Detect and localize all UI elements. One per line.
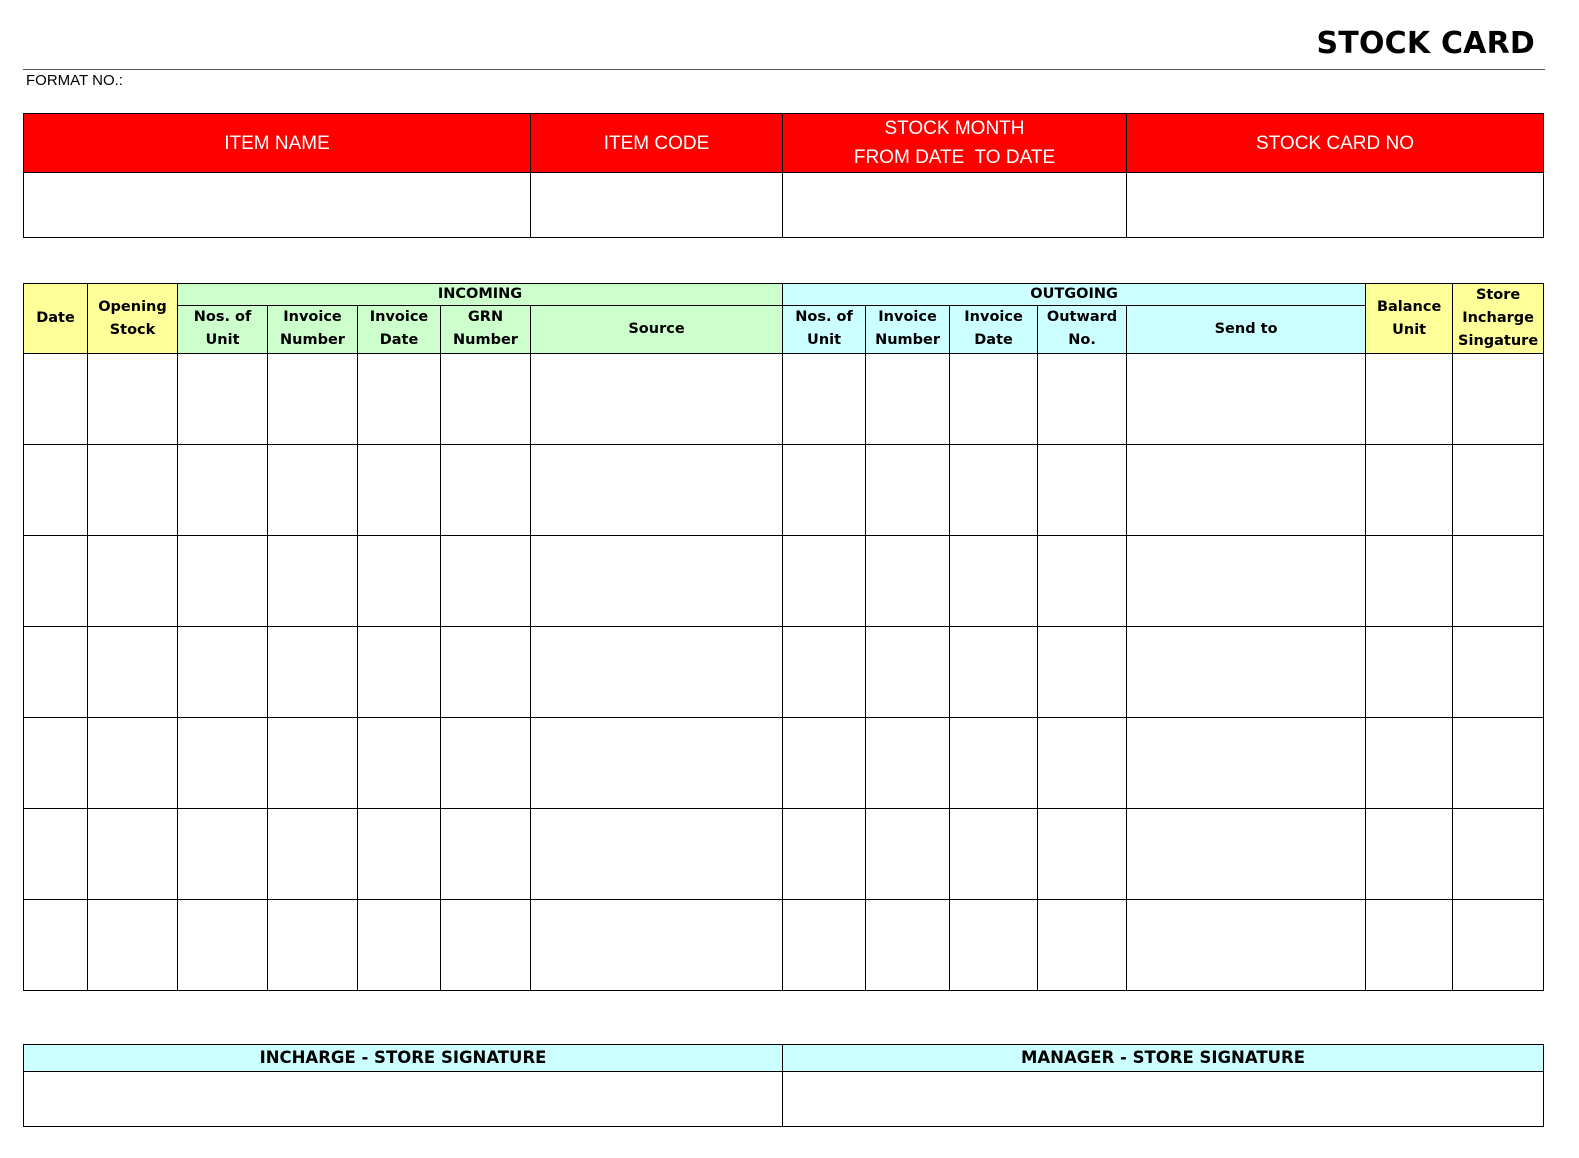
table-cell[interactable] [268, 354, 358, 445]
table-cell[interactable] [88, 900, 178, 991]
header-line: Unit [205, 332, 240, 349]
table-cell[interactable] [178, 445, 268, 536]
stock-table-body [24, 354, 1544, 991]
table-cell[interactable] [866, 445, 950, 536]
table-cell[interactable] [1127, 627, 1366, 718]
table-cell[interactable] [178, 809, 268, 900]
table-cell[interactable] [950, 354, 1038, 445]
table-row [24, 900, 1544, 991]
table-cell[interactable] [441, 627, 531, 718]
table-cell[interactable] [1127, 809, 1366, 900]
header-line: Number [280, 332, 345, 349]
stock-ledger-table [23, 283, 1544, 991]
manager-signature-header: MANAGER - STORE SIGNATURE [783, 1045, 1544, 1072]
balance-unit-header [1366, 284, 1453, 354]
table-cell[interactable] [1038, 445, 1127, 536]
table-cell[interactable] [950, 809, 1038, 900]
table-cell[interactable] [783, 900, 866, 991]
table-cell[interactable] [531, 627, 783, 718]
item-code-field[interactable] [531, 173, 783, 238]
table-cell[interactable] [1038, 718, 1127, 809]
balance-unit-line2: Unit [1392, 321, 1427, 338]
table-cell[interactable] [1038, 809, 1127, 900]
table-cell[interactable] [88, 627, 178, 718]
table-cell[interactable] [1453, 354, 1544, 445]
table-cell[interactable] [866, 354, 950, 445]
outgoing-group-header: OUTGOING [783, 284, 1366, 306]
table-cell[interactable] [88, 536, 178, 627]
table-cell[interactable] [268, 809, 358, 900]
date-header: Date [24, 284, 88, 354]
table-cell[interactable] [358, 627, 441, 718]
header-line: Invoice [283, 309, 342, 326]
table-cell[interactable] [268, 718, 358, 809]
table-cell[interactable] [24, 627, 88, 718]
item-name-field[interactable] [24, 173, 531, 238]
store-incharge-line1: Store [1475, 287, 1521, 303]
table-cell[interactable] [531, 809, 783, 900]
table-cell[interactable] [783, 718, 866, 809]
table-cell[interactable] [1038, 900, 1127, 991]
table-cell[interactable] [1453, 536, 1544, 627]
format-no-label: FORMAT NO.: [26, 72, 123, 89]
from-to-date-label: FROM DATE TO DATE [853, 147, 1056, 168]
header-line: Date [974, 332, 1013, 349]
table-cell[interactable] [178, 536, 268, 627]
table-cell[interactable] [358, 445, 441, 536]
table-cell[interactable] [268, 900, 358, 991]
signature-table [23, 1044, 1544, 1127]
table-cell[interactable] [531, 718, 783, 809]
table-cell[interactable] [441, 900, 531, 991]
table-cell[interactable] [866, 536, 950, 627]
stock-card-no-field[interactable] [1127, 173, 1544, 238]
table-cell[interactable] [358, 809, 441, 900]
header-line: Number [875, 332, 941, 349]
table-cell[interactable] [88, 718, 178, 809]
table-cell[interactable] [268, 445, 358, 536]
table-cell[interactable] [1366, 900, 1453, 991]
header-line: Number [453, 332, 518, 349]
table-cell[interactable] [1453, 627, 1544, 718]
header-line: Invoice [964, 309, 1023, 326]
table-cell[interactable] [358, 354, 441, 445]
table-cell[interactable] [783, 809, 866, 900]
outgoing-invoice-date-header [950, 305, 1038, 353]
table-cell[interactable] [866, 718, 950, 809]
table-cell[interactable] [24, 809, 88, 900]
table-cell[interactable] [950, 900, 1038, 991]
outgoing-send-to-header: Send to [1127, 305, 1366, 353]
table-row [24, 627, 1544, 718]
table-cell[interactable] [358, 718, 441, 809]
table-cell[interactable] [1366, 445, 1453, 536]
table-cell[interactable] [268, 536, 358, 627]
table-cell[interactable] [531, 354, 783, 445]
table-cell[interactable] [178, 354, 268, 445]
table-cell[interactable] [866, 627, 950, 718]
incoming-grn-number-header [441, 305, 531, 353]
manager-signature-field[interactable] [783, 1072, 1544, 1127]
store-incharge-line3: Singature [1458, 333, 1539, 349]
item-name-header: ITEM NAME [24, 114, 531, 173]
table-cell[interactable] [1366, 536, 1453, 627]
table-cell[interactable] [1453, 445, 1544, 536]
table-cell[interactable] [783, 354, 866, 445]
table-cell[interactable] [441, 536, 531, 627]
incharge-signature-header: INCHARGE - STORE SIGNATURE [24, 1045, 783, 1072]
stock-month-header [783, 114, 1127, 173]
header-line: GRN [467, 309, 504, 326]
table-cell[interactable] [783, 627, 866, 718]
incoming-nos-of-unit-header [178, 305, 268, 353]
incoming-group-header: INCOMING [178, 284, 783, 306]
table-cell[interactable] [268, 627, 358, 718]
balance-unit-line1: Balance [1376, 298, 1442, 315]
incoming-invoice-date-header [358, 305, 441, 353]
table-cell[interactable] [1127, 718, 1366, 809]
table-cell[interactable] [1453, 900, 1544, 991]
header-line: No. [1068, 332, 1096, 349]
header-line: Outward [1046, 309, 1118, 326]
table-cell[interactable] [1366, 718, 1453, 809]
table-cell[interactable] [178, 718, 268, 809]
incoming-source-header: Source [531, 305, 783, 353]
table-cell[interactable] [783, 536, 866, 627]
table-cell[interactable] [950, 627, 1038, 718]
table-cell[interactable] [1453, 809, 1544, 900]
outgoing-outward-no-header [1038, 305, 1127, 353]
table-cell[interactable] [24, 718, 88, 809]
table-cell[interactable] [24, 445, 88, 536]
table-cell[interactable] [950, 445, 1038, 536]
table-cell[interactable] [441, 718, 531, 809]
table-cell[interactable] [88, 354, 178, 445]
table-cell[interactable] [88, 445, 178, 536]
header-line: Invoice [369, 309, 429, 326]
table-cell[interactable] [1453, 718, 1544, 809]
table-cell[interactable] [358, 536, 441, 627]
opening-stock-header [88, 284, 178, 354]
table-row [24, 445, 1544, 536]
table-cell[interactable] [866, 900, 950, 991]
table-cell[interactable] [1366, 354, 1453, 445]
stock-month-field[interactable] [783, 173, 1127, 238]
page-title: STOCK CARD [1316, 26, 1535, 61]
table-cell[interactable] [531, 445, 783, 536]
item-code-header: ITEM CODE [531, 114, 783, 173]
table-cell[interactable] [950, 718, 1038, 809]
stock-card-no-header: STOCK CARD NO [1127, 114, 1544, 173]
opening-stock-line2: Stock [109, 321, 156, 338]
header-line: Date [379, 332, 419, 349]
header-line: Invoice [878, 309, 937, 326]
table-cell[interactable] [531, 900, 783, 991]
table-cell[interactable] [441, 354, 531, 445]
table-cell[interactable] [178, 900, 268, 991]
table-cell[interactable] [1038, 536, 1127, 627]
table-cell[interactable] [1127, 900, 1366, 991]
table-row [24, 809, 1544, 900]
incoming-invoice-number-header [268, 305, 358, 353]
outgoing-nos-of-unit-header [783, 305, 866, 353]
table-cell[interactable] [1366, 627, 1453, 718]
table-cell[interactable] [1366, 809, 1453, 900]
table-row [24, 536, 1544, 627]
store-incharge-line2: Incharge [1462, 310, 1534, 326]
table-cell[interactable] [441, 809, 531, 900]
table-cell[interactable] [1038, 354, 1127, 445]
opening-stock-line1: Opening [98, 298, 167, 315]
outgoing-invoice-number-header [866, 305, 950, 353]
table-cell[interactable] [1127, 536, 1366, 627]
table-cell[interactable] [441, 445, 531, 536]
table-cell[interactable] [88, 809, 178, 900]
table-cell[interactable] [24, 900, 88, 991]
header-line: Unit [807, 332, 842, 349]
table-cell[interactable] [178, 627, 268, 718]
table-cell[interactable] [24, 354, 88, 445]
header-line: Nos. of [795, 309, 853, 326]
table-cell[interactable] [1127, 445, 1366, 536]
table-cell[interactable] [531, 536, 783, 627]
store-incharge-signature-header [1453, 284, 1544, 354]
stock-month-label: STOCK MONTH [884, 118, 1025, 139]
header-line: Nos. of [193, 309, 252, 326]
incharge-signature-field[interactable] [24, 1072, 783, 1127]
table-cell[interactable] [358, 900, 441, 991]
table-row [24, 354, 1544, 445]
table-cell[interactable] [1038, 627, 1127, 718]
table-row [24, 718, 1544, 809]
title-divider [23, 69, 1545, 70]
table-cell[interactable] [1127, 354, 1366, 445]
table-cell[interactable] [24, 536, 88, 627]
item-info-table [23, 113, 1544, 238]
table-cell[interactable] [950, 536, 1038, 627]
table-cell[interactable] [866, 809, 950, 900]
table-cell[interactable] [783, 445, 866, 536]
